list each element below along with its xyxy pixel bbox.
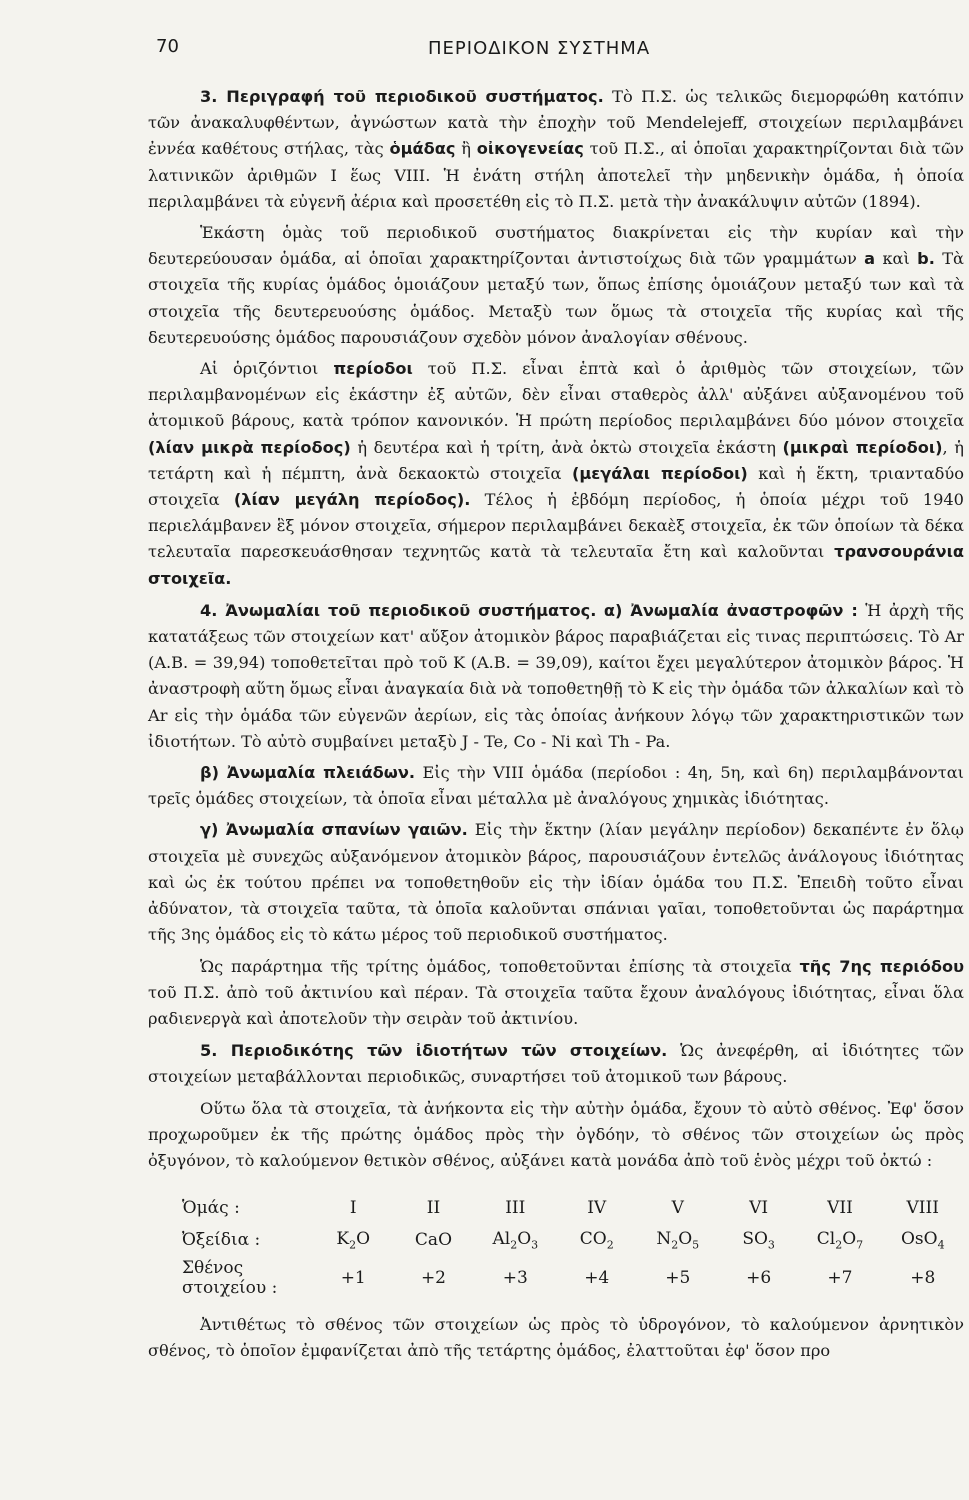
text-run: Ὡς ἀνεφέρθη, αἱ ἰδιότητες τῶν στοιχείων μεταβάλλονται περιοδικῶς, συναρτήσει τοῦ ἀτομικοῦ των βάρους. [148, 1041, 964, 1087]
oxide-base: N [656, 1228, 672, 1249]
text-run: καὶ ἡ ἕκτη, τριανταδύο στοιχεῖα [148, 463, 964, 510]
valence-cell: +8 [910, 1268, 936, 1289]
term-small-periods: (μικραὶ περίοδοι) [782, 437, 943, 457]
group-cell: II [426, 1198, 441, 1219]
text-run: Εἰς τὴν ἕκτην (λίαν μεγάλην περίοδον) δεκαπέντε ἐν ὅλῳ στοιχεῖα μὲ συνεχῶς αὐξανόμενον ἀτομικὸν βάρος, παρουσιάζουν ἐντελῶς ἀνάλογους ἰδιότητας καὶ ὡς ἐκ τούτου πρέπει να τοποθετηθοῦν εἰς τὴν ἰδίαν ὁμάδα του Π.Σ. Ἐπειδὴ τοῦτο εἶναι ἀδύνατον, τὰ στοιχεῖα ταῦτα, τὰ ὁποῖα καλοῦνται σπάνιαι γαῖαι, τοποθετοῦνται ὡς παράρτημα τῆς 3ης ὁμάδος εἰς τὸ κάτω μέρος τοῦ περιοδικοῦ συστήματος. [148, 820, 965, 945]
table-row-oxides [176, 1224, 964, 1256]
oxide-sub: 3 [767, 1238, 775, 1252]
valence-cell: +5 [665, 1268, 691, 1289]
oxide-sub: 4 [937, 1238, 945, 1252]
valence-cell: +3 [502, 1268, 528, 1289]
letter-b: b. [917, 249, 935, 269]
section-3-heading: 3. Περιγραφή τοῦ περιοδικοῦ συστήματος. [200, 87, 604, 106]
text-run: ἡ δευτέρα καὶ ἡ τρίτη, ἀνὰ ὀκτὼ στοιχεῖα ἑκάστη [357, 437, 776, 457]
text-run: Εἰς τὴν VIII ὁμάδα (περίοδοι : 4η, 5η, καὶ 6η) περιλαμβάνονται τρεῖς ὁμάδες στοιχείων, τὰ ὁποῖα εἶναι μέταλλα μὲ ἀναλόγους χημικὰς ἰδιότητας. [148, 763, 965, 809]
text-run: Αἱ ὁριζόντιοι [200, 359, 319, 379]
oxide-rest: O [842, 1228, 857, 1249]
oxide-base: Al [492, 1228, 511, 1249]
anomaly-b-title: β) Ἀνωμαλία πλειάδων. [200, 763, 416, 783]
term-groups: ὁμάδας [389, 139, 456, 159]
anomaly-a-title: α) Ἀνωμαλία ἀναστροφῶν : [603, 600, 858, 620]
group-cell: VIII [906, 1198, 939, 1219]
oxide-sub: 5 [692, 1238, 700, 1252]
valence-cell: +6 [746, 1268, 772, 1289]
group-cell: V [671, 1198, 684, 1219]
group-cell: III [505, 1198, 526, 1219]
oxide-cell [882, 1224, 964, 1256]
term-very-small-period: (λίαν μικρὰ περίοδος) [148, 437, 351, 457]
section-4-para-a [148, 598, 964, 755]
anomaly-c-title: γ) Ἀνωμαλία σπανίων γαιῶν. [200, 820, 468, 840]
text-run: , ἡ τετάρτη καὶ ἡ πέμπτη, ἀνὰ δεκαοκτὼ στοιχεῖα [148, 437, 964, 483]
oxide-sub: 3 [531, 1238, 539, 1252]
oxide-base: CO [579, 1228, 607, 1249]
oxide-base: K [336, 1228, 350, 1249]
text-run: Ὡς παράρτημα τῆς τρίτης ὁμάδος, τοποθετοῦνται ἐπίσης τὰ στοιχεῖα [200, 956, 792, 976]
group-cell: I [349, 1198, 357, 1219]
term-periods: περίοδοι [333, 359, 413, 379]
section-4-para-b [148, 760, 964, 812]
oxide-cell [313, 1224, 393, 1256]
oxide-base: Cl [816, 1228, 836, 1249]
term-families: οἰκογενείας [476, 139, 584, 159]
section-5-heading: 5. Περιοδικότης τῶν ἰδιοτήτων τῶν στοιχείων. [200, 1041, 668, 1061]
oxide-cell [393, 1224, 474, 1256]
page-number: 70 [156, 36, 179, 57]
section-3-para-2 [148, 220, 964, 351]
oxide-base: SO [742, 1228, 768, 1249]
body-text [148, 84, 964, 1370]
oxide-rest: O [678, 1228, 693, 1249]
oxide-cell [637, 1224, 719, 1256]
page-header [0, 36, 969, 66]
row-label: Ὀξείδια : [182, 1230, 261, 1251]
section-4-para-c [148, 817, 964, 948]
oxide-rest: O [517, 1228, 532, 1249]
oxide-cell [474, 1224, 557, 1256]
valence-cell: +7 [827, 1268, 853, 1289]
text-run: ἢ [461, 139, 471, 159]
term-large-periods: (μεγάλαι περίοδοι) [571, 463, 748, 483]
text-run: τοῦ Π.Σ. εἶναι ἑπτὰ καὶ ὁ ἀριθμὸς τῶν στοιχείων, τῶν περιλαμβανομένων εἰς ἑκάστην ἐξ αὐτῶν, δὲν εἶναι σταθερὸς ἀλλ' αὐξάνει αὐξανομένου τοῦ ἀτομικοῦ βάρους, κατὰ τρόπον κανονικόν. Ἡ πρώτη περίοδος περιλαμβάνει δύο μόνον στοιχεῖα [148, 359, 965, 431]
section-4-heading: 4. Ἀνωμαλίαι τοῦ περιοδικοῦ συστήματος. [200, 600, 597, 620]
section-3-para-1 [148, 84, 964, 215]
term-7th-period: τῆς 7ης περιόδου [799, 956, 965, 976]
row-label: Σθένος στοιχείου : [182, 1258, 278, 1299]
group-cell: IV [587, 1198, 607, 1219]
oxide-base: CaO [414, 1230, 453, 1251]
valence-cell: +4 [584, 1268, 610, 1289]
text-run: τοῦ Π.Σ., αἱ ὁποῖαι χαρακτηρίζονται διὰ τῶν λατινικῶν ἀριθμῶν I ἕως VIII. Ἡ ἐνάτη στήλη ἀποτελεῖ τὴν μηδενικὴν ὁμάδα, ἡ ὁποία περιλαμβάνει τὰ εὐγενῆ ἀέρια καὶ προσετέθη εἰς τὸ Π.Σ. μετὰ τὴν ἀνακάλυψιν αὐτῶν (1894). [148, 139, 965, 211]
group-cell: VI [749, 1198, 769, 1219]
section-5-para-3 [148, 1312, 964, 1364]
text-run: Ἡ ἀρχὴ τῆς κατατάξεως τῶν στοιχείων κατ' αὔξον ἀτομικὸν βάρος παραβιάζεται εἰς τινας περιπτώσεις. Τὸ Ar (A.B. = 39,94) τοποθετεῖται πρὸ τοῦ K (A.B. = 39,09), καίτοι ἔχει μεγαλύτερον ἀτομικὸν βάρος. Ἡ ἀναστροφὴ αὕτη ὅμως εἶναι ἀναγκαία διὰ νὰ τοποθετηθῇ τὸ K εἰς τὴν ὁμάδα τῶν ἀλκαλίων καὶ τὸ Ar εἰς τὴν ὁμάδα τῶν εὐγενῶν ἀερίων, εἰς τὰς ὁποίας ἀνήκουν λόγῳ τῶν χαρακτηριστικῶν των ἰδιοτήτων. Τὸ αὐτὸ συμβαίνει μεταξὺ J - Te, Co - Ni καὶ Th - Pa. [148, 600, 965, 751]
text-run: κατὰ μονάδα ἀπὸ τοῦ ἑνὸς μέχρι τοῦ ὀκτώ : [570, 1150, 933, 1170]
term-very-large-period: (λίαν μεγάλη περίοδος). [233, 490, 471, 510]
text-run: Οὕτω ὅλα τὰ στοιχεῖα, τὰ ἀνήκοντα εἰς τὴν αὐτὴν ὁμάδα, ἔχουν τὸ αὐτὸ σθένος. Ἐφ' ὅσον προχωροῦμεν ἐκ τῆς πρώτης ὁμάδος πρὸς τὴν ὀγδόην, τὸ σθένος τῶν στοιχείων ὡς πρὸς ὀξυγόνον, τὸ καλούμενον θετικὸν σθένος, αὐξάνει [148, 1098, 964, 1170]
text-run: Ἀντιθέτως τὸ σθένος τῶν στοιχείων ὡς πρὸς τὸ ὑδρογόνον, τὸ καλούμενον ἀρνητικὸν σθένος, τὸ ὁποῖον ἐμφανίζεται ἀπὸ τῆς τετάρτης ὁμάδος, ἐλαττοῦται ἐφ' ὅσον προ [148, 1315, 964, 1361]
valence-table [176, 1192, 964, 1300]
group-cell: VII [827, 1198, 853, 1219]
text-run: τοῦ Π.Σ. ἀπὸ τοῦ ἀκτινίου καὶ πέραν. Τὰ στοιχεῖα ταῦτα ἔχουν ἀναλόγους ἰδιότητας, εἶναι ὅλα ραδιενεργὰ καὶ ἀποτελοῦν τὴν σειρὰν τοῦ ἀκτινίου. [148, 982, 964, 1028]
oxide-sub: 2 [510, 1238, 518, 1252]
oxide-sub: 2 [671, 1238, 679, 1252]
oxide-rest: O [356, 1228, 371, 1249]
oxide-sub: 7 [856, 1238, 864, 1252]
text-run: Τέλος ἡ ἑβδόμη περίοδος, ἡ ὁποία μέχρι τοῦ 1940 περιελάμβανεν ἓξ μόνον στοιχεῖα, σήμερον περιλαμβάνει δεκαὲξ στοιχεῖα, ἐκ τῶν ὁποίων τὰ δέκα τελευταῖα παρεσκευάσθησαν τεχνητῶς κατὰ τὰ τελευταῖα ἔτη καὶ καλοῦνται [148, 490, 964, 562]
oxide-sub: 2 [606, 1238, 614, 1252]
text-run: καὶ [882, 249, 910, 269]
valence-cell: +1 [340, 1268, 366, 1289]
term-transuranium: τρανσουράνια στοιχεῖα. [148, 542, 964, 588]
section-4-para-d [148, 954, 964, 1033]
running-title: ΠΕΡΙΟΔΙΚΟΝ ΣΥΣΤΗΜΑ [428, 38, 651, 59]
text-run: Τὰ στοιχεῖα τῆς κυρίας ὁμάδος ὁμοιάζουν μεταξύ των, ὅπως ἐπίσης ὁμοιάζουν μεταξύ των καὶ τὰ στοιχεῖα τῆς δευτερευούσης ὁμάδος. Μεταξὺ των ὅμως τὰ στοιχεῖα τῆς κυρίας καὶ τῆς δευτερευούσης ὁμάδος παρουσιάζουν σχεδὸν μόνον ἀναλογίαν σθένους. [148, 249, 964, 347]
table-row-valences [176, 1256, 964, 1300]
oxide-cell [719, 1224, 799, 1256]
row-label: Ὁμάς : [182, 1198, 240, 1219]
oxide-cell [557, 1224, 637, 1256]
table-row-groups [176, 1192, 964, 1224]
text-run: Τὸ Π.Σ. ὡς τελικῶς διεμορφώθη κατόπιν τῶν ἀνακαλυφθέντων, ἀγνώστων κατὰ τὴν ἐποχὴν τοῦ Mendelejeff, στοιχείων περιλαμβάνει ἐννέα καθέτους στήλας, τὰς [148, 87, 964, 159]
text-run: Ἑκάστη ὁμὰς τοῦ περιοδικοῦ συστήματος διακρίνεται εἰς τὴν κυρίαν καὶ τὴν δευτερεύουσαν ὁμάδα, αἱ ὁποῖαι χαρακτηρίζονται ἀντιστοίχως διὰ τῶν γραμμάτων [148, 223, 964, 269]
section-5-para-1 [148, 1038, 964, 1090]
section-5-para-2 [148, 1096, 964, 1175]
oxide-sub: 2 [835, 1238, 843, 1252]
oxide-cell [798, 1224, 881, 1256]
section-3-para-3 [148, 356, 964, 592]
oxide-base: OsO [900, 1228, 938, 1249]
valence-cell: +2 [420, 1268, 446, 1289]
oxide-sub: 2 [349, 1238, 357, 1252]
letter-a: a [864, 249, 876, 269]
